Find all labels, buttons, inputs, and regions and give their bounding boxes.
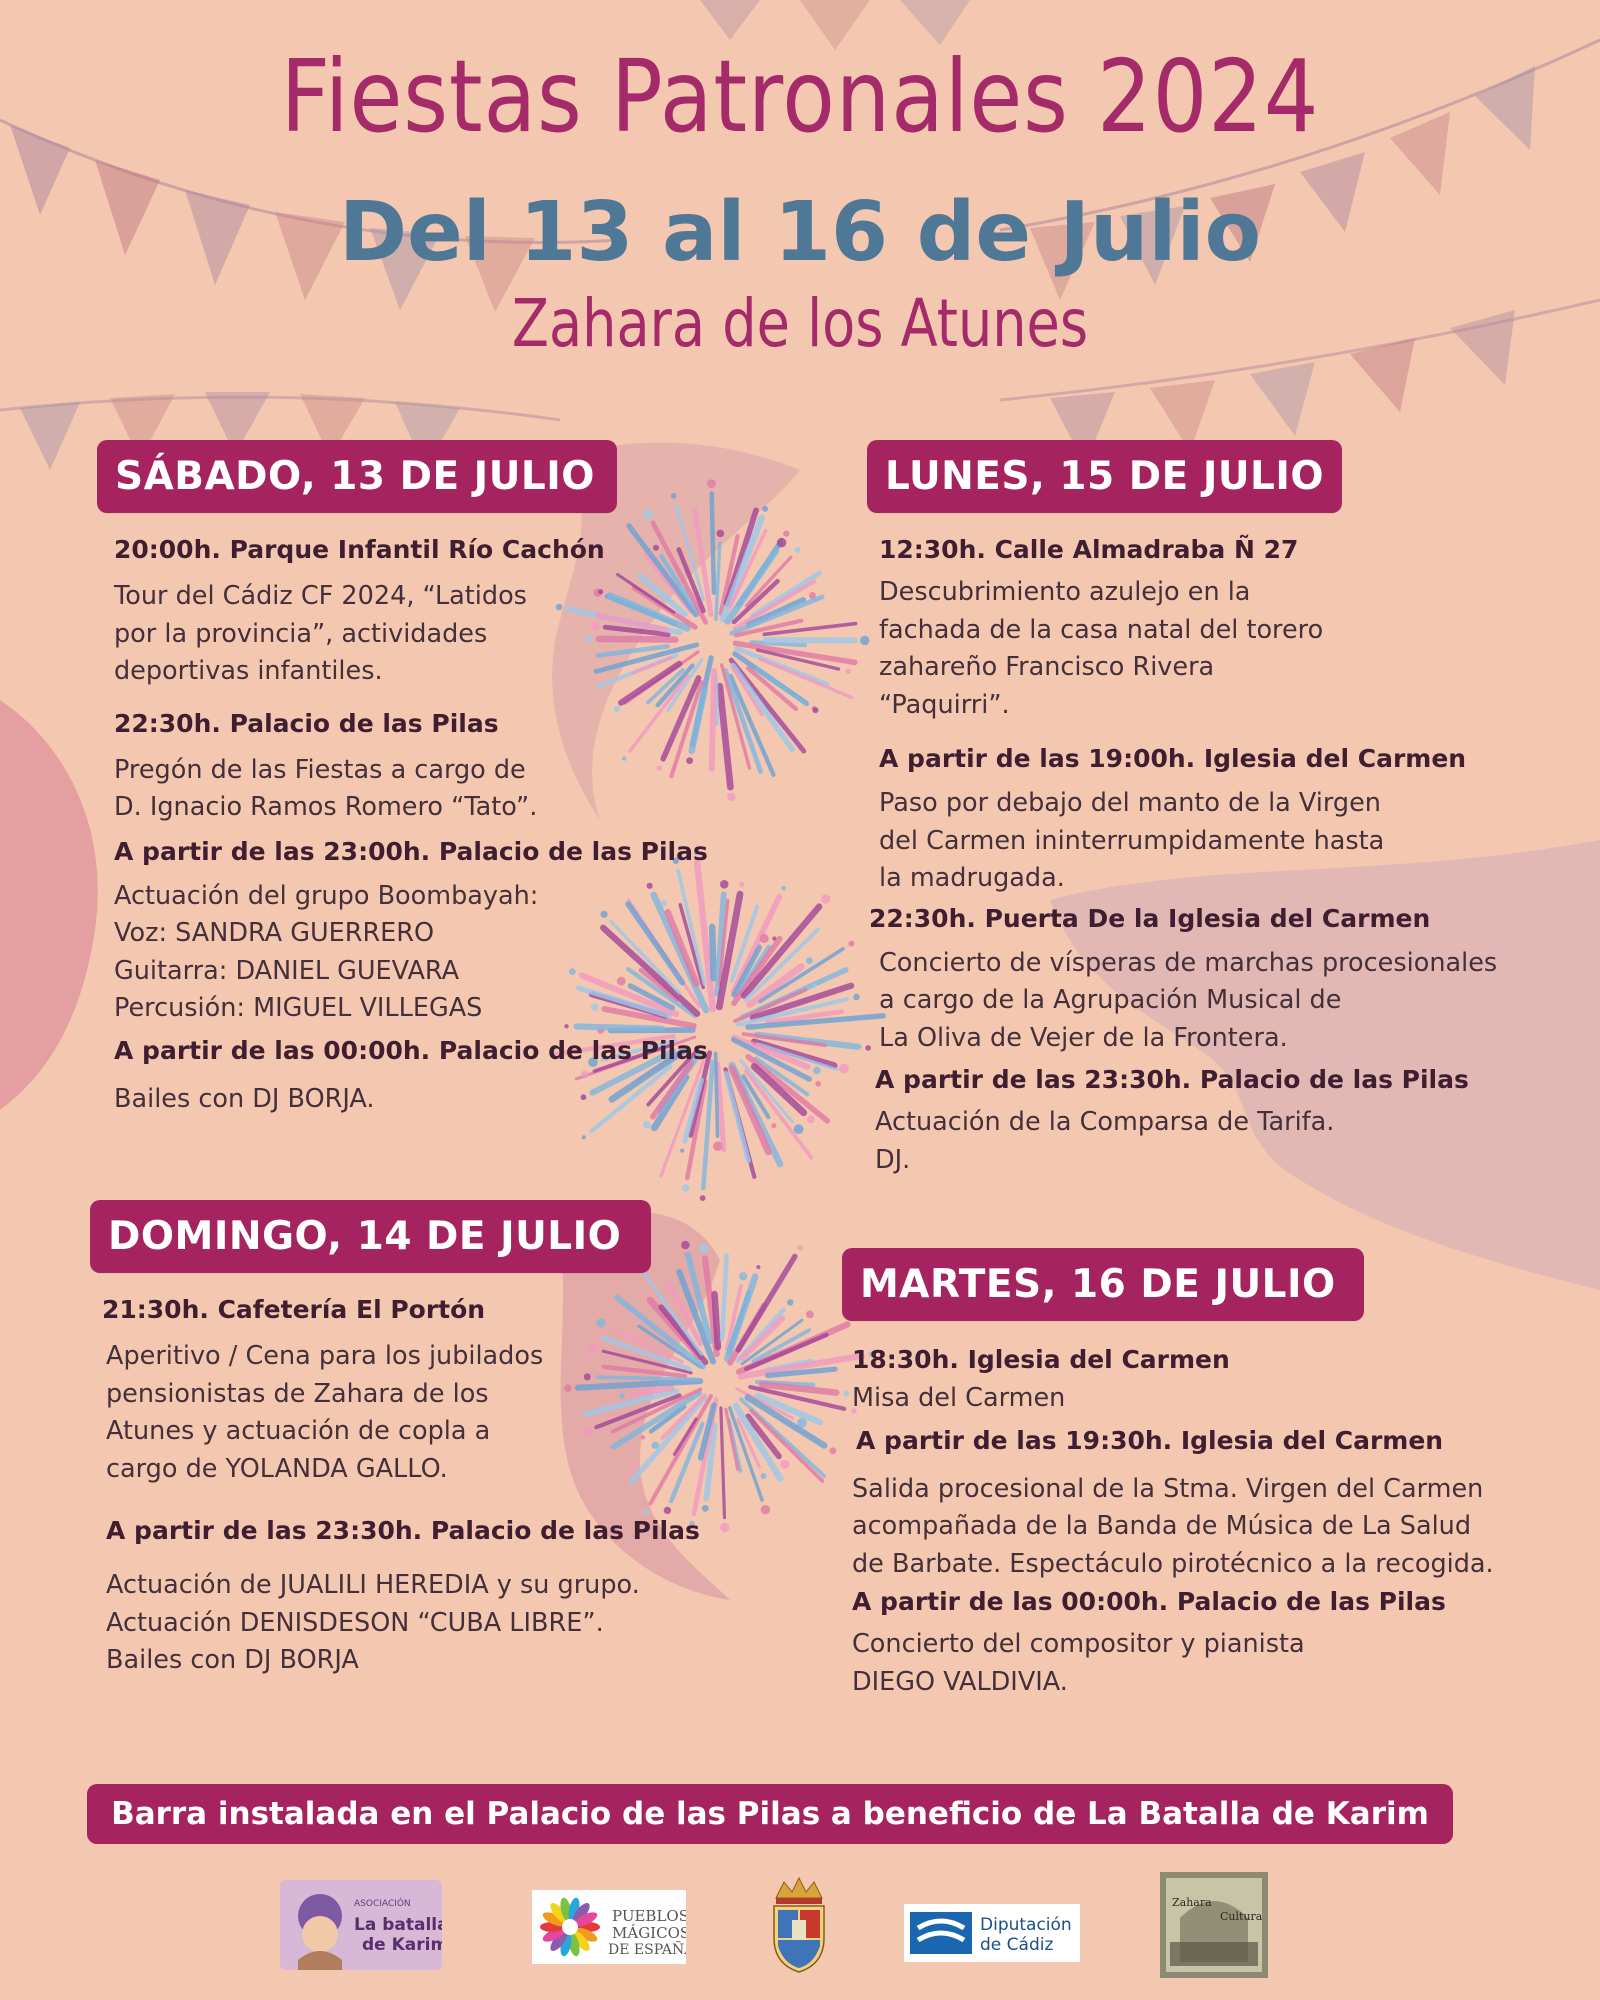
firework-spark	[761, 1505, 770, 1514]
firework-spark	[680, 1149, 684, 1153]
event-description	[114, 1081, 717, 1119]
event-time-place: A partir de las 23:30h. Palacio de las Pilas	[106, 1516, 700, 1545]
firework-spark	[839, 1064, 849, 1074]
firework-spark	[829, 1447, 836, 1454]
event-line: zahareño Francisco Rivera	[879, 652, 1215, 682]
event-description	[106, 1567, 730, 1680]
event-line: Misa del Carmen	[852, 1383, 1066, 1413]
event-item	[114, 837, 717, 1028]
event-line: del Carmen ininterrumpidamente hasta	[879, 825, 1385, 856]
event-description	[879, 785, 1567, 898]
event-description	[879, 945, 1567, 1058]
firework-spark	[806, 1311, 814, 1319]
event-line: Bailes con DJ BORJA.	[114, 1083, 375, 1114]
event-line: Descubrimiento azulejo en la	[879, 577, 1251, 607]
event-item	[102, 1295, 730, 1488]
logo-pueblos-magicos	[532, 1890, 686, 1964]
logo-pueblos-line1: PUEBLOS	[612, 1907, 686, 1925]
day-heading: MARTES, 16 DE JULIO	[842, 1248, 1364, 1321]
firework-spark	[807, 1116, 815, 1124]
footer-note-banner: Barra instalada en el Palacio de las Pilas a beneficio de La Batalla de Karim	[87, 1784, 1453, 1844]
firework-spark	[821, 894, 830, 903]
event-line: cargo de YOLANDA GALLO.	[106, 1453, 448, 1484]
firework-spark	[756, 1265, 760, 1269]
firework-spark	[713, 1141, 723, 1151]
logo-diputacion-line2: de Cádiz	[980, 1935, 1054, 1955]
logo-escudo-zahara	[768, 1876, 830, 1974]
logo-cultura-word1: Zahara	[1172, 1896, 1212, 1909]
event-description	[875, 1104, 1567, 1179]
firework-spark	[761, 1473, 767, 1479]
event-line: pensionistas de Zahara de los	[106, 1378, 489, 1409]
event-time-place: A partir de las 00:00h. Palacio de las Pilas	[114, 1035, 708, 1065]
event-time-place: 12:30h. Calle Almadraba Ñ 27	[879, 535, 1299, 564]
event-description	[114, 752, 717, 827]
event-line: deportivas infantiles.	[114, 656, 383, 686]
firework-spark	[739, 1272, 747, 1280]
event-item	[852, 1345, 1562, 1418]
firework-spark	[781, 1460, 790, 1469]
event-description	[852, 1626, 1562, 1701]
event-time-place: 22:30h. Palacio de las Pilas	[114, 708, 499, 738]
event-line: Voz: SANDRA GUERRERO	[114, 918, 435, 948]
poster-dates: Del 13 al 16 de Julio	[339, 185, 1261, 280]
event-line: la madrugada.	[879, 863, 1065, 893]
event-line: Actuación de JUALILI HEREDIA y su grupo.	[106, 1570, 640, 1600]
event-line: Concierto del compositor y pianista	[852, 1629, 1305, 1659]
event-line: Aperitivo / Cena para los jubilados	[106, 1341, 544, 1371]
sun-center	[562, 1919, 578, 1935]
event-time-place: A partir de las 19:30h. Iglesia del Carmen	[856, 1425, 1444, 1455]
pink-wash-left	[0, 700, 98, 1110]
event-time-place: 22:30h. Puerta De la Iglesia del Carmen	[869, 903, 1431, 933]
event-description	[106, 1338, 730, 1488]
logo-zahara-cultura	[1160, 1872, 1268, 1978]
firework-spark	[682, 1184, 689, 1191]
firework-spark	[797, 1245, 802, 1250]
event-line: acompañada de la Banda de Música de La Salud	[852, 1511, 1472, 1541]
logo-pueblos-line2: MÁGICOS	[612, 1924, 686, 1942]
firework-spark	[846, 669, 851, 674]
logo-karim-line1: La batalla	[354, 1915, 442, 1935]
event-line: Actuación del grupo Boombayah:	[114, 880, 539, 911]
event-line: Actuación de la Comparsa de Tarifa.	[875, 1107, 1335, 1137]
poster-title: Fiestas Patronales 2024	[280, 38, 1320, 155]
event-line: Percusión: MIGUEL VILLEGAS	[114, 993, 483, 1023]
firework-spark	[777, 538, 787, 548]
event-line: La Oliva de Vejer de la Frontera.	[879, 1022, 1288, 1053]
event-line: Tour del Cádiz CF 2024, “Latidos	[114, 581, 527, 611]
firework-spark	[787, 1299, 793, 1305]
event-item	[879, 744, 1567, 898]
firework-spark	[762, 506, 768, 512]
firework-spark	[812, 984, 816, 988]
firework-spark	[643, 1121, 651, 1129]
poster-place: Zahara de los Atunes	[511, 285, 1089, 362]
firework-spark	[813, 707, 819, 713]
firework-spark	[781, 886, 786, 891]
event-item	[106, 1516, 730, 1680]
event-line: de Barbate. Espectáculo pirotécnico a la recogida.	[852, 1548, 1494, 1579]
firework-spark	[806, 957, 813, 964]
event-line: D. Ignacio Ramos Romero “Tato”.	[114, 792, 538, 822]
firework-spark	[720, 880, 729, 889]
firework-ray	[720, 686, 731, 787]
firework-spark	[760, 934, 769, 943]
event-line: fachada de la casa natal del torero	[879, 614, 1324, 645]
event-time-place: A partir de las 00:00h. Palacio de las Pilas	[852, 1587, 1446, 1616]
firework-spark	[795, 547, 801, 553]
firework-spark	[815, 1081, 821, 1087]
event-line: a cargo de la Agrupación Musical de	[879, 985, 1342, 1015]
logo-karim-small: ASOCIACIÓN	[354, 1899, 411, 1909]
logo-batalla-karim	[280, 1880, 442, 1970]
event-time-place: A partir de las 23:30h. Palacio de las Pilas	[875, 1065, 1469, 1094]
event-line: Paso por debajo del manto de la Virgen	[879, 788, 1381, 818]
firework-spark	[813, 1067, 821, 1075]
event-line: Bailes con DJ BORJA	[106, 1645, 359, 1675]
event-line: DJ.	[875, 1144, 911, 1175]
event-item	[869, 904, 1567, 1058]
logo-pueblos-line3: DE ESPAÑA	[608, 1942, 686, 1958]
day-saturday	[97, 440, 717, 1118]
event-time-place: 21:30h. Cafetería El Portón	[102, 1295, 486, 1324]
firework-spark	[727, 793, 735, 801]
event-item	[879, 535, 1567, 724]
event-item	[852, 1587, 1562, 1701]
event-description	[879, 574, 1567, 724]
event-line: Salida procesional de la Stma. Virgen del Carmen	[852, 1473, 1484, 1504]
event-time-place: A partir de las 23:00h. Palacio de las Pilas	[114, 836, 708, 866]
event-line: por la provincia”, actividades	[114, 618, 488, 649]
day-heading: DOMINGO, 14 DE JULIO	[90, 1200, 651, 1273]
firework-spark	[771, 1123, 776, 1128]
firework-spark	[848, 941, 854, 947]
event-line: Pregón de las Fiestas a cargo de	[114, 754, 526, 785]
event-description	[852, 1471, 1562, 1584]
event-line: Atunes y actuación de copla a	[106, 1416, 491, 1446]
event-time-place: 18:30h. Iglesia del Carmen	[852, 1345, 1230, 1374]
firework-spark	[783, 530, 789, 536]
day-heading: LUNES, 15 DE JULIO	[867, 440, 1342, 513]
firework-spark	[582, 1135, 586, 1139]
logo-cultura-word2: Cultura	[1220, 1910, 1263, 1923]
day-monday	[867, 440, 1567, 1179]
event-item	[875, 1065, 1567, 1179]
logo-diputacion-line1: Diputación	[980, 1915, 1072, 1935]
event-time-place: A partir de las 19:00h. Iglesia del Carmen	[879, 744, 1467, 773]
event-time-place: 20:00h. Parque Infantil Río Cachón	[114, 535, 605, 564]
event-line: Actuación DENISDESON “CUBA LIBRE”.	[106, 1607, 604, 1638]
firework-spark	[717, 530, 725, 538]
event-description	[114, 878, 717, 1028]
event-item	[852, 1425, 1562, 1584]
event-item	[114, 535, 717, 691]
firework-spark	[739, 882, 744, 887]
day-tuesday	[842, 1248, 1562, 1701]
event-line: “Paquirri”.	[879, 689, 1010, 720]
event-description	[114, 578, 717, 691]
day-heading: SÁBADO, 13 DE JULIO	[97, 440, 617, 513]
firework-spark	[853, 994, 860, 1001]
event-description	[852, 1380, 1562, 1418]
day-sunday	[90, 1200, 730, 1680]
event-item	[114, 1036, 717, 1119]
event-line: Concierto de vísperas de marchas procesionales	[879, 947, 1498, 978]
event-item	[114, 709, 717, 827]
firework-spark	[794, 1124, 804, 1134]
event-line: DIEGO VALDIVIA.	[852, 1666, 1068, 1697]
logo-diputacion-cadiz	[904, 1904, 1080, 1962]
logo-karim-line2: de Karim	[362, 1935, 442, 1955]
event-line: Guitarra: DANIEL GUEVARA	[114, 955, 460, 986]
